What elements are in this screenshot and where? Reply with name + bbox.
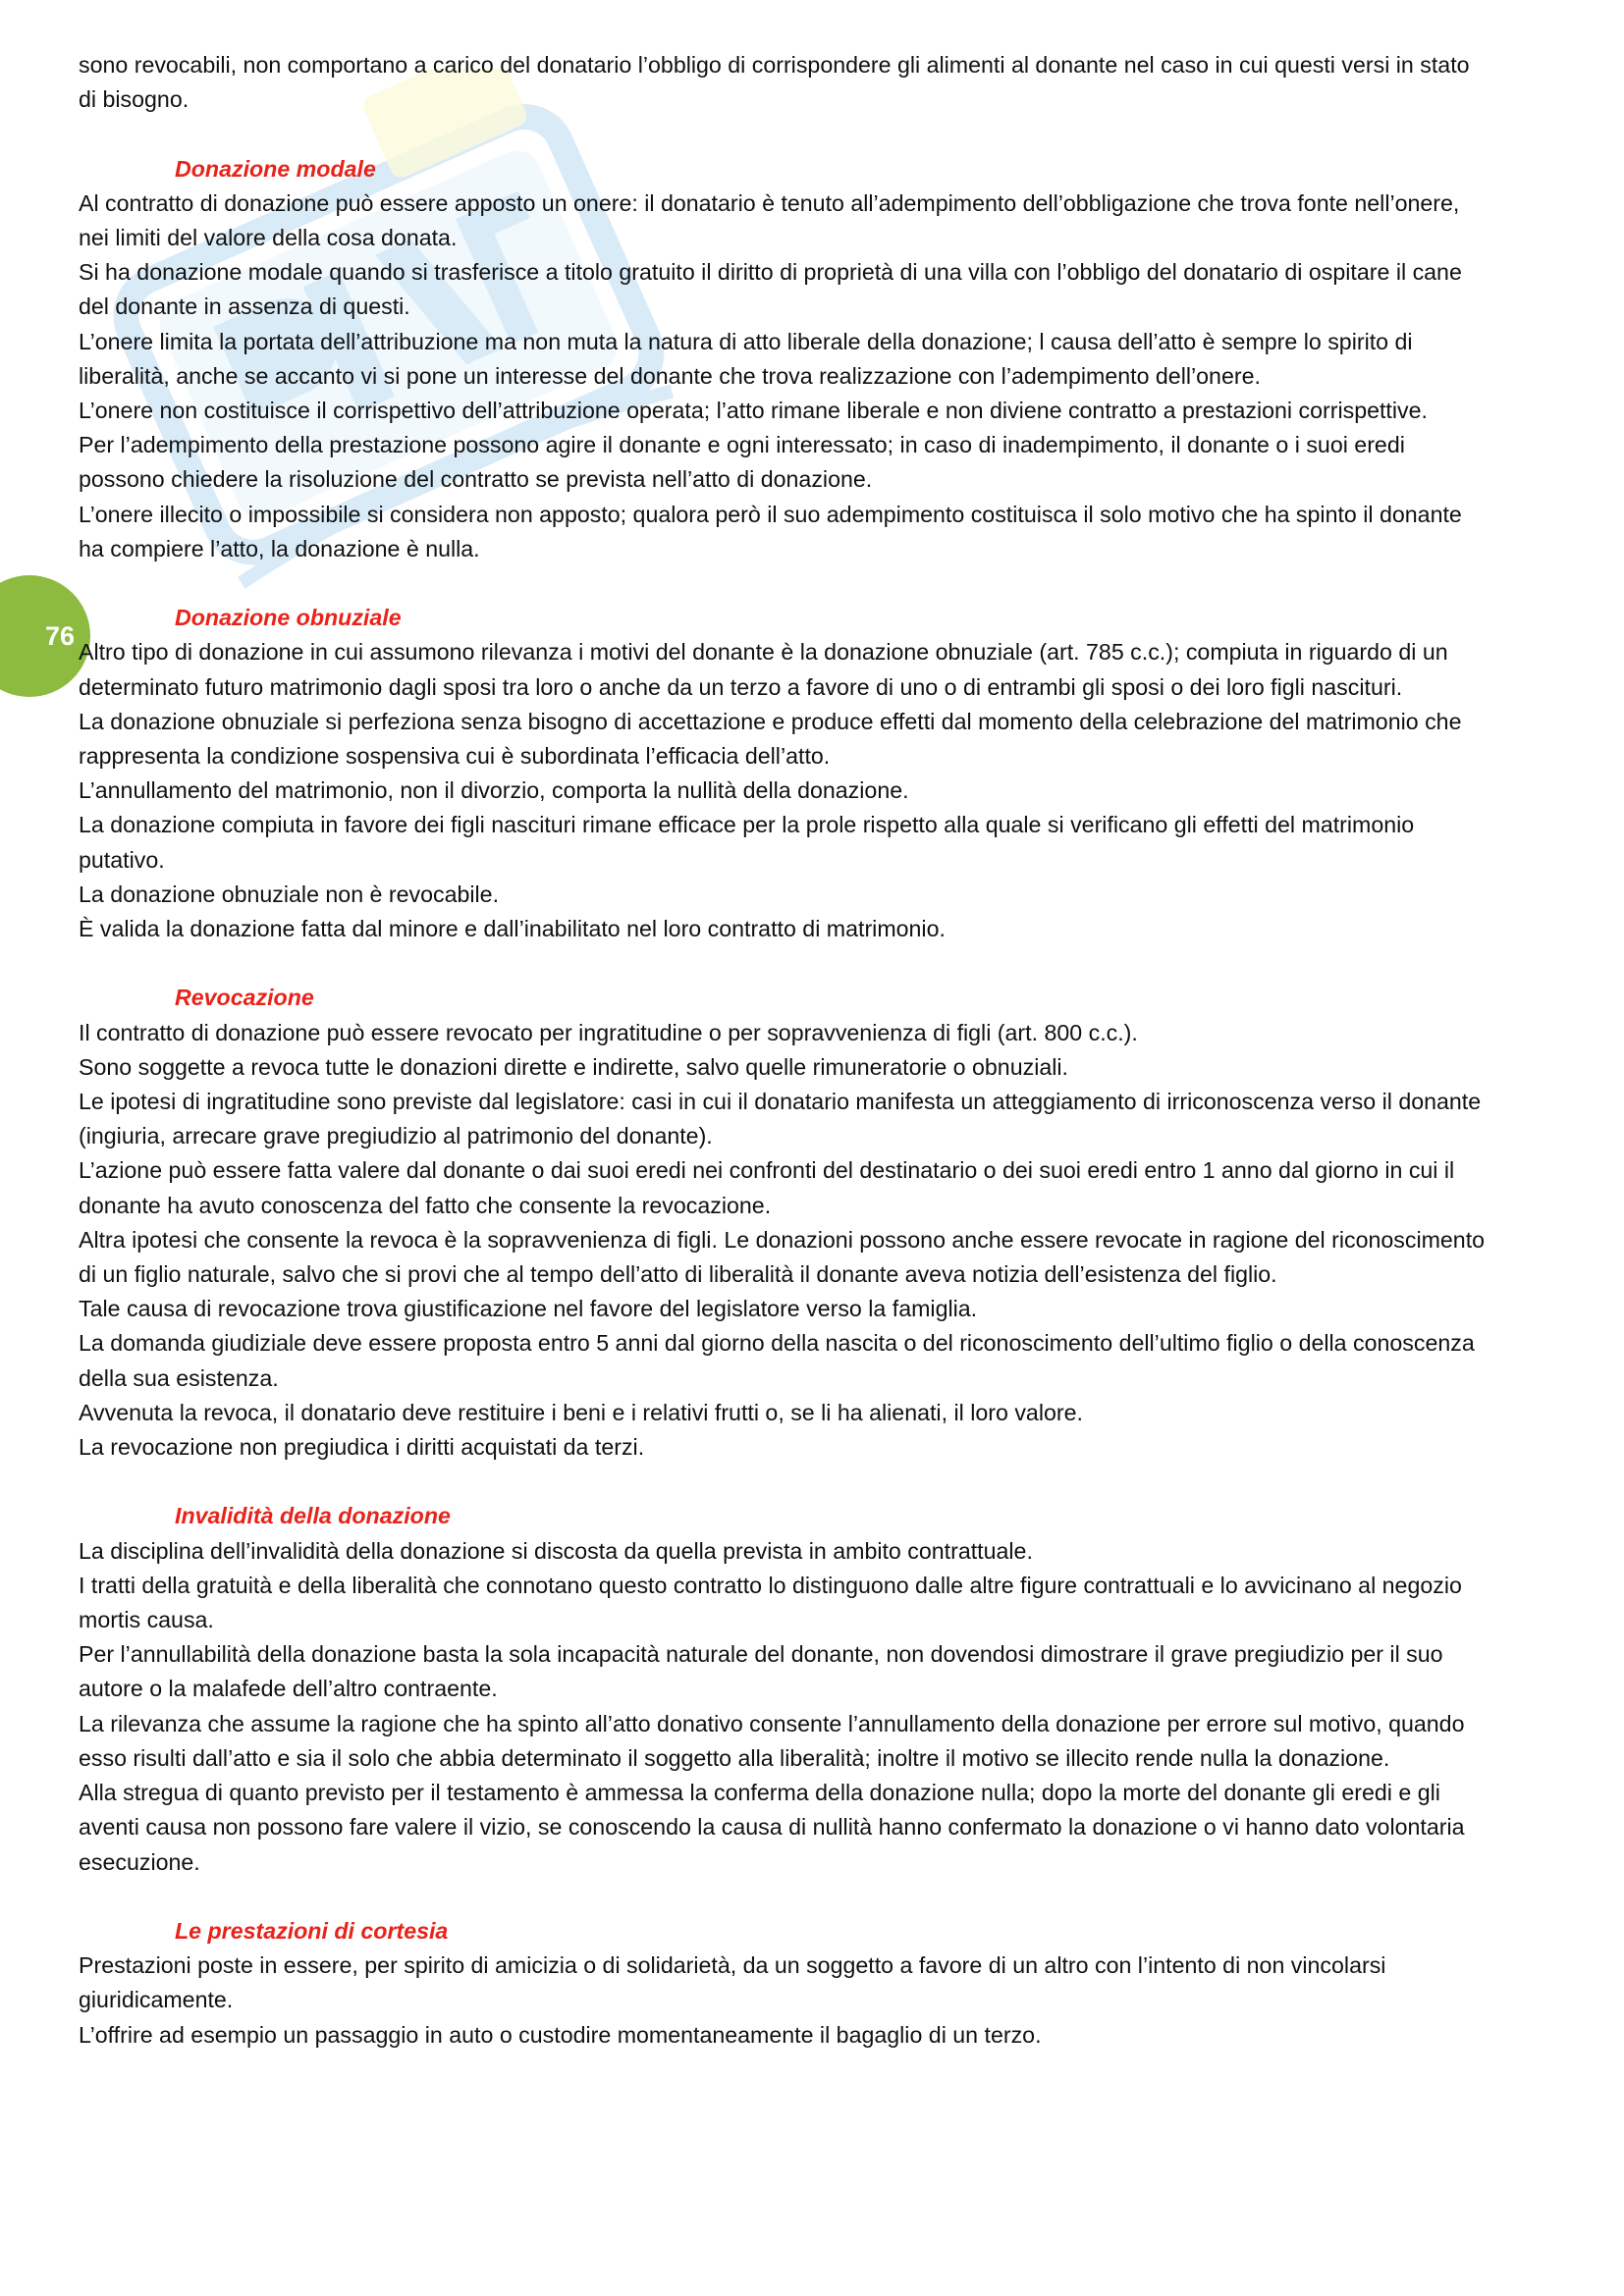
- section-donazione-modale: [79, 152, 1492, 566]
- paragraph: La disciplina dell’invalidità della donazione si discosta da quella prevista in ambito contrattuale.: [79, 1537, 1033, 1564]
- paragraph: L’onere limita la portata dell’attribuzione ma non muta la natura di atto liberale della donazione; l causa dell’atto è sempre lo spirito di liberalità, anche se accanto vi si pone un interesse del donante che trova realizzazione con l’adempimento dell’onere.: [79, 328, 1413, 389]
- paragraph: Al contratto di donazione può essere apposto un onere: il donatario è tenuto all’adempimento dell’obbligazione che trova fonte nell’onere, nei limiti del valore della cosa donata.: [79, 189, 1460, 250]
- paragraph: Per l’adempimento della prestazione possono agire il donante e ogni interessato; in caso di inadempimento, il donante o i suoi eredi possono chiedere la risoluzione del contratto se prevista nell’atto di donazione.: [79, 432, 1405, 493]
- paragraph: La rilevanza che assume la ragione che ha spinto all’atto donativo consente l’annullamento della donazione per errore sul motivo, quando esso risulti dall’atto e sia il solo che abbia determinato il soggetto alla liberalità; inoltre il motivo se illecito rende nulla la donazione.: [79, 1710, 1465, 1771]
- paragraph: La donazione obnuziale si perfeziona senza bisogno di accettazione e produce effetti dal momento della celebrazione del matrimonio che rappresenta la condizione sospensiva cui è subordinata l’efficacia dell’atto.: [79, 708, 1462, 770]
- paragraph: Alla stregua di quanto previsto per il testamento è ammessa la conferma della donazione nulla; dopo la morte del donante gli eredi e gli aventi causa non possono fare valere il vizio, se conoscendo la causa di nullità hanno confermato la donazione o vi hanno dato volontaria esecuzione.: [79, 1780, 1465, 1875]
- section-prestazioni-di-cortesia: [79, 1914, 1492, 2053]
- paragraph: Il contratto di donazione può essere revocato per ingratitudine o per sopravvenienza di figli (art. 800 c.c.).: [79, 1019, 1138, 1045]
- section-invalidita-della-donazione: [79, 1499, 1492, 1879]
- paragraph: sono revocabili, non comportano a carico del donatario l’obbligo di corrispondere gli alimenti al donante nel caso in cui questi versi in stato di bisogno.: [79, 52, 1470, 113]
- section-heading: Le prestazioni di cortesia: [175, 1917, 449, 1944]
- paragraph: L’annullamento del matrimonio, non il divorzio, comporta la nullità della donazione.: [79, 777, 909, 804]
- paragraph: I tratti della gratuità e della liberalità che connotano questo contratto lo distinguono dalle altre figure contrattuali e lo avvicinano al negozio mortis causa.: [79, 1572, 1462, 1633]
- paragraph: Si ha donazione modale quando si trasferisce a titolo gratuito il diritto di proprietà di una villa con l’obbligo del donatario di ospitare il cane del donante in assenza di questi.: [79, 259, 1462, 320]
- section-heading: Donazione obnuziale: [175, 605, 402, 631]
- paragraph: La donazione obnuziale non è revocabile.: [79, 881, 500, 907]
- paragraph: Avvenuta la revoca, il donatario deve restituire i beni e i relativi frutti o, se li ha alienati, il loro valore.: [79, 1399, 1083, 1425]
- section-continuation: [79, 48, 1492, 117]
- paragraph: Prestazioni poste in essere, per spirito di amicizia o di solidarietà, da un soggetto a favore di un altro con l’intento di non vincolarsi giuridicamente.: [79, 1952, 1386, 2013]
- page-number: 76: [44, 620, 75, 651]
- page-number-badge: [0, 575, 90, 697]
- paragraph: L’onere illecito o impossibile si considera non apposto; qualora però il suo adempimento costituisca il solo motivo che ha spinto il donante ha compiere l’atto, la donazione è nulla.: [79, 501, 1462, 561]
- paragraph: La donazione compiuta in favore dei figli nascituri rimane efficace per la prole rispetto alla quale si verificano gli effetti del matrimonio putativo.: [79, 812, 1415, 873]
- paragraph: Altra ipotesi che consente la revoca è la sopravvenienza di figli. Le donazioni possono anche essere revocate in ragione del riconoscimento di un figlio naturale, salvo che si provi che al tempo dell’atto di liberalità il donante aveva notizia dell’esistenza del figlio.: [79, 1226, 1486, 1288]
- paragraph: La domanda giudiziale deve essere proposta entro 5 anni dal giorno della nascita o del riconoscimento dell’ultimo figlio o della conoscenza della sua esistenza.: [79, 1330, 1475, 1391]
- paragraph: È valida la donazione fatta dal minore e dall’inabilitato nel loro contratto di matrimonio.: [79, 916, 946, 942]
- paragraph: L’offrire ad esempio un passaggio in auto o custodire momentaneamente il bagaglio di un terzo.: [79, 2021, 1042, 2048]
- document-body: [79, 48, 1492, 2053]
- section-donazione-obnuziale: [79, 601, 1492, 946]
- paragraph: Tale causa di revocazione trova giustificazione nel favore del legislatore verso la famiglia.: [79, 1296, 978, 1322]
- paragraph: L’onere non costituisce il corrispettivo dell’attribuzione operata; l’atto rimane liberale e non diviene contratto a prestazioni corrispettive.: [79, 398, 1428, 424]
- paragraph: Per l’annullabilità della donazione basta la sola incapacità naturale del donante, non dovendosi dimostrare il grave pregiudizio per il suo autore o la malafede dell’altro contraente.: [79, 1641, 1443, 1702]
- section-heading: Donazione modale: [175, 155, 376, 182]
- section-heading: Invalidità della donazione: [175, 1503, 451, 1529]
- paragraph: Altro tipo di donazione in cui assumono rilevanza i motivi del donante è la donazione obnuziale (art. 785 c.c.); compiuta in riguardo di un determinato futuro matrimonio dagli sposi tra loro o anche da un terzo a favore di uno o di entrambi gli sposi o dei loro figli nascituri.: [79, 639, 1448, 700]
- paragraph: L’azione può essere fatta valere dal donante o dai suoi eredi nei confronti del destinatario o dei suoi eredi entro 1 anno dal giorno in cui il donante ha avuto conoscenza del fatto che consente la revocazione.: [79, 1157, 1455, 1218]
- section-heading: Revocazione: [175, 985, 314, 1011]
- paragraph: La revocazione non pregiudica i diritti acquistati da terzi.: [79, 1434, 645, 1461]
- paragraph: Le ipotesi di ingratitudine sono previste dal legislatore: casi in cui il donatario manifesta un atteggiamento di irriconoscenza verso il donante (ingiuria, arrecare grave pregiudizio al patrimonio del donante).: [79, 1089, 1482, 1149]
- section-revocazione: [79, 981, 1492, 1465]
- paragraph: Sono soggette a revoca tutte le donazioni dirette e indirette, salvo quelle rimuneratorie o obnuziali.: [79, 1053, 1068, 1080]
